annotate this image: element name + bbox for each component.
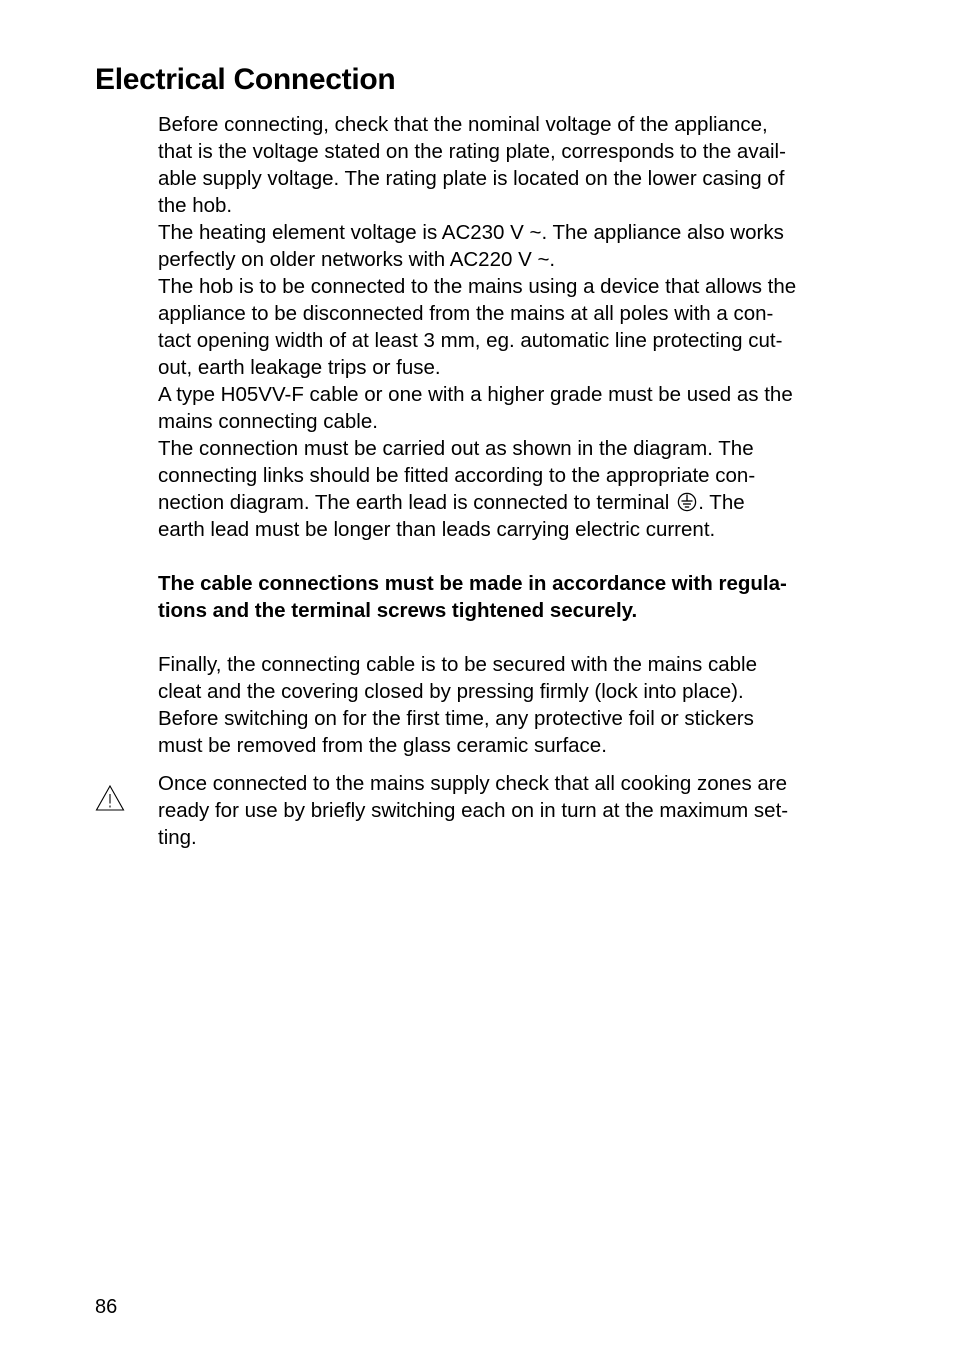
text-line: The connection must be carried out as shown in the diagram. The [158,437,754,460]
paragraph-heating-voltage [158,219,858,273]
text-line: ting. [158,826,197,849]
paragraph-connection-diagram [158,435,858,543]
paragraph-cable-cleat [158,651,858,759]
paragraph-spacer [158,543,858,570]
text-line: out, earth leakage trips or fuse. [158,356,441,379]
warning-triangle-icon [95,784,125,812]
text-line: ready for use by briefly switching each on in turn at the maximum set- [158,799,789,822]
text-line: tact opening width of at least 3 mm, eg. automatic line protecting cut- [158,329,783,352]
warning-text [158,770,858,851]
page-title: Electrical Connection [95,63,396,96]
paragraph-bold-notice [158,570,858,624]
text-line: must be removed from the glass ceramic surface. [158,734,607,757]
text-line: The heating element voltage is AC230 V ~. The appliance also works [158,221,784,244]
page-number: 86 [95,1296,118,1318]
earth-ground-icon [677,492,697,512]
text-line: cleat and the covering closed by pressing firmly (lock into place). [158,680,744,703]
text-line: Before switching on for the first time, any protective foil or stickers [158,707,754,730]
text-line: Finally, the connecting cable is to be secured with the mains cable [158,653,758,676]
text-line: able supply voltage. The rating plate is located on the lower casing of [158,167,785,190]
text-segment: . The [698,491,745,514]
paragraph-disconnect-device [158,273,858,381]
text-line: tions and the terminal screws tightened securely. [158,599,638,622]
text-line: The cable connections must be made in accordance with regula- [158,572,787,595]
text-line: Once connected to the mains supply check that all cooking zones are [158,772,788,795]
text-line-with-symbol [158,489,858,516]
paragraph-cable-type [158,381,858,435]
text-line: The hob is to be connected to the mains using a device that allows the [158,275,797,298]
text-line: A type H05VV-F cable or one with a higher grade must be used as the [158,383,793,406]
text-line: mains connecting cable. [158,410,378,433]
text-line: that is the voltage stated on the rating plate, corresponds to the avail- [158,140,786,163]
paragraph-spacer [158,624,858,651]
text-line: appliance to be disconnected from the mains at all poles with a con- [158,302,774,325]
text-line: the hob. [158,194,233,217]
body-text [158,111,858,759]
text-line: perfectly on older networks with AC220 V ~. [158,248,556,271]
text-line: earth lead must be longer than leads carrying electric current. [158,518,716,541]
text-line: connecting links should be fitted according to the appropriate con- [158,464,756,487]
text-line: Before connecting, check that the nominal voltage of the appliance, [158,113,768,136]
text-segment: nection diagram. The earth lead is connected to terminal [158,491,670,514]
paragraph-voltage-check [158,111,858,219]
